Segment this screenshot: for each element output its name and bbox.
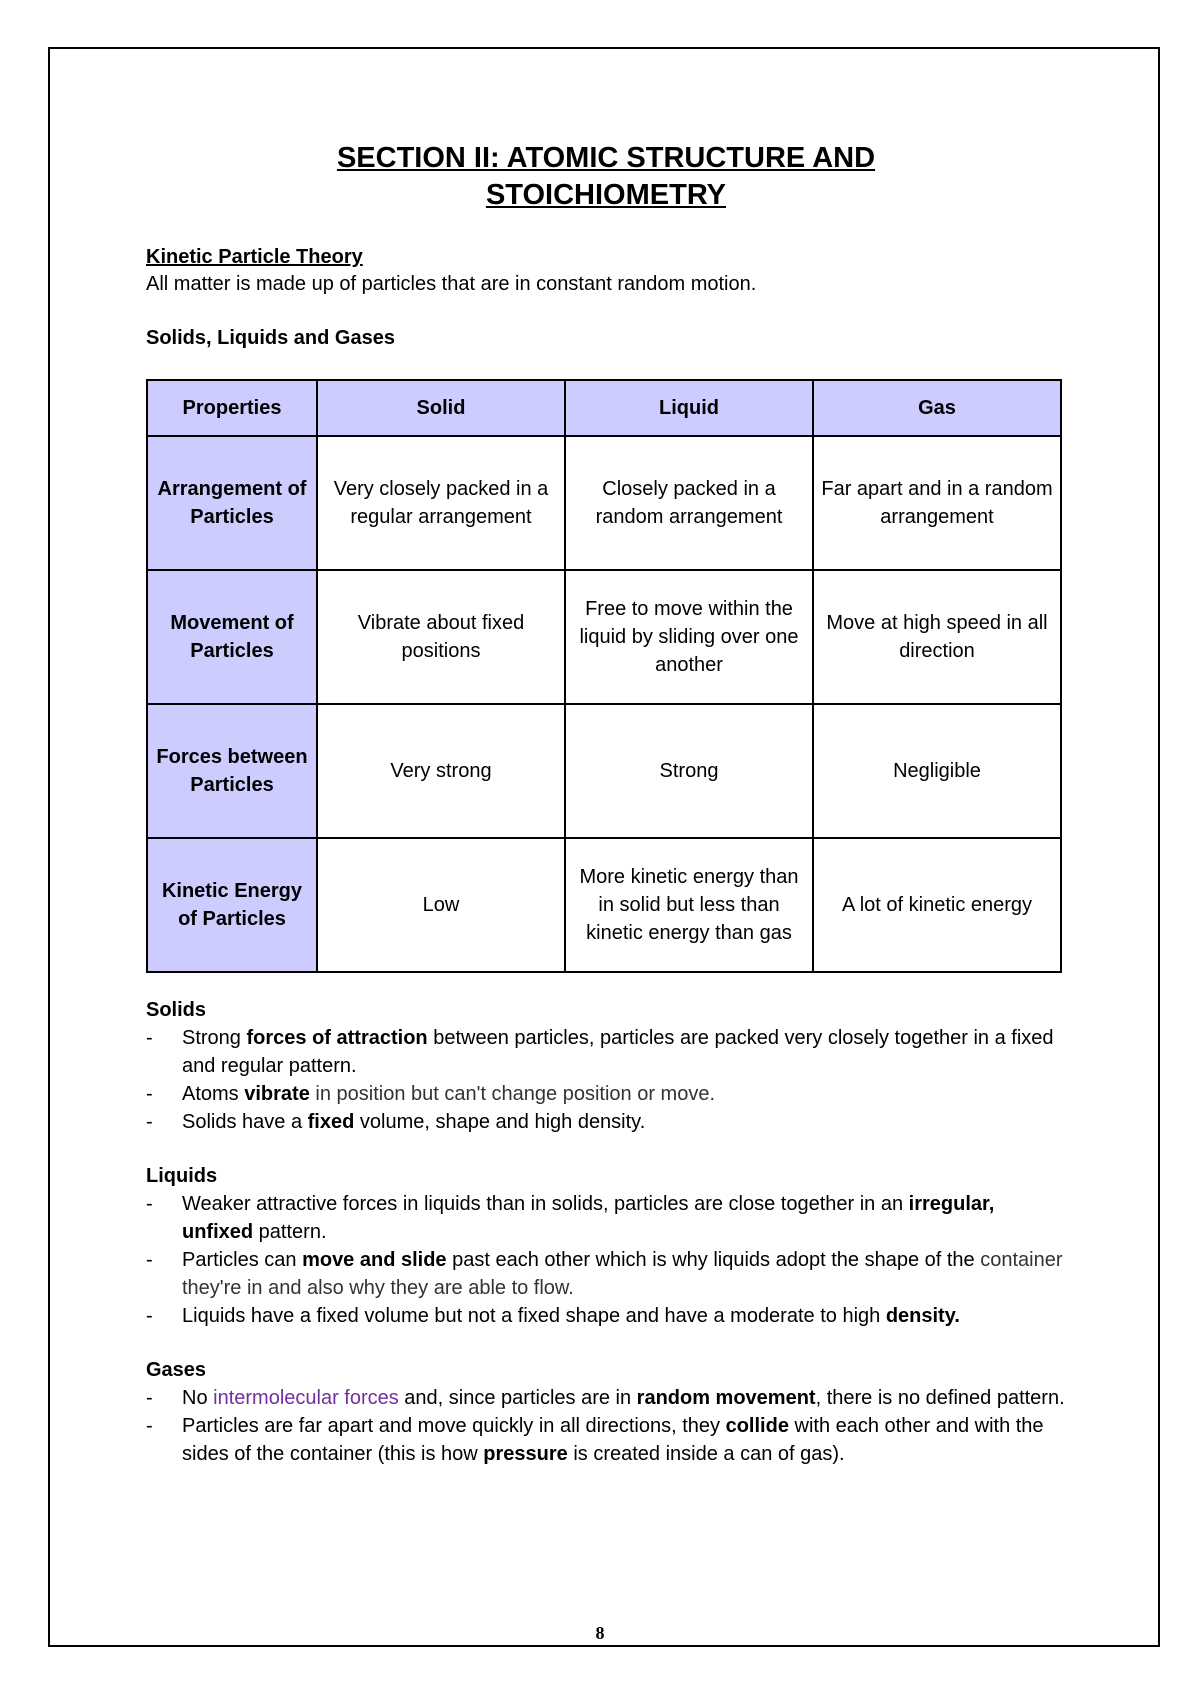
header-properties: Properties	[147, 380, 317, 436]
table-row	[147, 704, 1061, 838]
cell-gas: Move at high speed in all direction	[813, 570, 1061, 704]
header-solid: Solid	[317, 380, 565, 436]
section-title	[146, 140, 1066, 214]
text: is created inside a can of gas).	[567, 1443, 845, 1465]
text: Strong	[182, 1027, 247, 1049]
text: past each other which is why liquids adopt the shape of the	[446, 1249, 981, 1271]
bold-text: irregular, unfixed	[182, 1193, 995, 1243]
row-label: Forces between Particles	[147, 704, 317, 838]
bold-text: vibrate	[244, 1083, 310, 1105]
cell-solid: Low	[317, 838, 565, 972]
bold-text: random movement	[636, 1387, 816, 1409]
liquids-list	[146, 1190, 1066, 1330]
list-item	[146, 1412, 1066, 1468]
cell-gas: Negligible	[813, 704, 1061, 838]
list-item	[146, 1246, 1066, 1302]
table-header-row	[147, 380, 1061, 436]
row-label: Arrangement of Particles	[147, 436, 317, 570]
page-number: 8	[595, 1623, 605, 1643]
row-label: Movement of Particles	[147, 570, 317, 704]
gases-list	[146, 1384, 1066, 1468]
text: No	[182, 1387, 214, 1409]
bold-text: forces of attraction	[246, 1027, 428, 1049]
text: , there is no defined pattern.	[815, 1387, 1065, 1409]
gases-heading: Gases	[146, 1359, 207, 1381]
text: Particles can	[182, 1249, 303, 1271]
solids-heading: Solids	[146, 999, 207, 1021]
cell-liquid: Free to move within the liquid by sliding over one another	[565, 570, 813, 704]
table-row	[147, 838, 1061, 972]
bold-text: move and slide	[302, 1249, 447, 1271]
header-gas: Gas	[813, 380, 1061, 436]
text: Particles are far apart and move quickly in all directions, they	[182, 1415, 726, 1437]
cell-solid: Very closely packed in a regular arrangement	[317, 436, 565, 570]
section-title-line1: SECTION II: ATOMIC STRUCTURE AND	[336, 142, 876, 174]
cell-liquid: More kinetic energy than in solid but less than kinetic energy than gas	[565, 838, 813, 972]
list-item	[146, 1108, 1066, 1136]
table-heading: Solids, Liquids and Gases	[146, 327, 395, 349]
liquids-heading: Liquids	[146, 1165, 218, 1187]
kinetic-theory-heading: Kinetic Particle Theory	[146, 246, 363, 268]
header-liquid: Liquid	[565, 380, 813, 436]
states-of-matter-table	[146, 379, 1062, 973]
list-item	[146, 1080, 1066, 1108]
text: pattern.	[253, 1221, 327, 1243]
bold-text: pressure	[483, 1443, 568, 1465]
table-row	[147, 436, 1061, 570]
cell-solid: Very strong	[317, 704, 565, 838]
cell-solid: Vibrate about fixed positions	[317, 570, 565, 704]
row-label: Kinetic Energy of Particles	[147, 838, 317, 972]
text: Liquids have a fixed volume but not a fixed shape and have a moderate to high	[182, 1305, 886, 1327]
text: in position but can't change position or move.	[309, 1083, 716, 1105]
list-item	[146, 1302, 1066, 1330]
link-text[interactable]: intermolecular forces	[213, 1387, 399, 1409]
bold-text: collide	[725, 1415, 789, 1437]
bold-text: density.	[885, 1305, 960, 1327]
text: Solids have a	[182, 1111, 308, 1133]
page-content	[146, 140, 1066, 1468]
table-row	[147, 570, 1061, 704]
cell-gas: A lot of kinetic energy	[813, 838, 1061, 972]
cell-liquid: Strong	[565, 704, 813, 838]
text: container they're in and also why they are able to flow.	[182, 1249, 1063, 1299]
list-item	[146, 1384, 1066, 1412]
cell-liquid: Closely packed in a random arrangement	[565, 436, 813, 570]
kinetic-theory-text: All matter is made up of particles that are in constant random motion.	[146, 273, 757, 295]
text: volume, shape and high density.	[354, 1111, 646, 1133]
text: and, since particles are in	[398, 1387, 637, 1409]
cell-gas: Far apart and in a random arrangement	[813, 436, 1061, 570]
section-title-line2: STOICHIOMETRY	[485, 179, 727, 211]
list-item	[146, 1024, 1066, 1080]
solids-list	[146, 1024, 1066, 1136]
bold-text: fixed	[307, 1111, 355, 1133]
text: Atoms	[182, 1083, 245, 1105]
text: with each other and with the sides of the container (this is how	[182, 1415, 1044, 1465]
text: between particles, particles are packed very closely together in a fixed and regular pattern.	[182, 1027, 1054, 1077]
list-item	[146, 1190, 1066, 1246]
text: Weaker attractive forces in liquids than in solids, particles are close together in an	[182, 1193, 909, 1215]
